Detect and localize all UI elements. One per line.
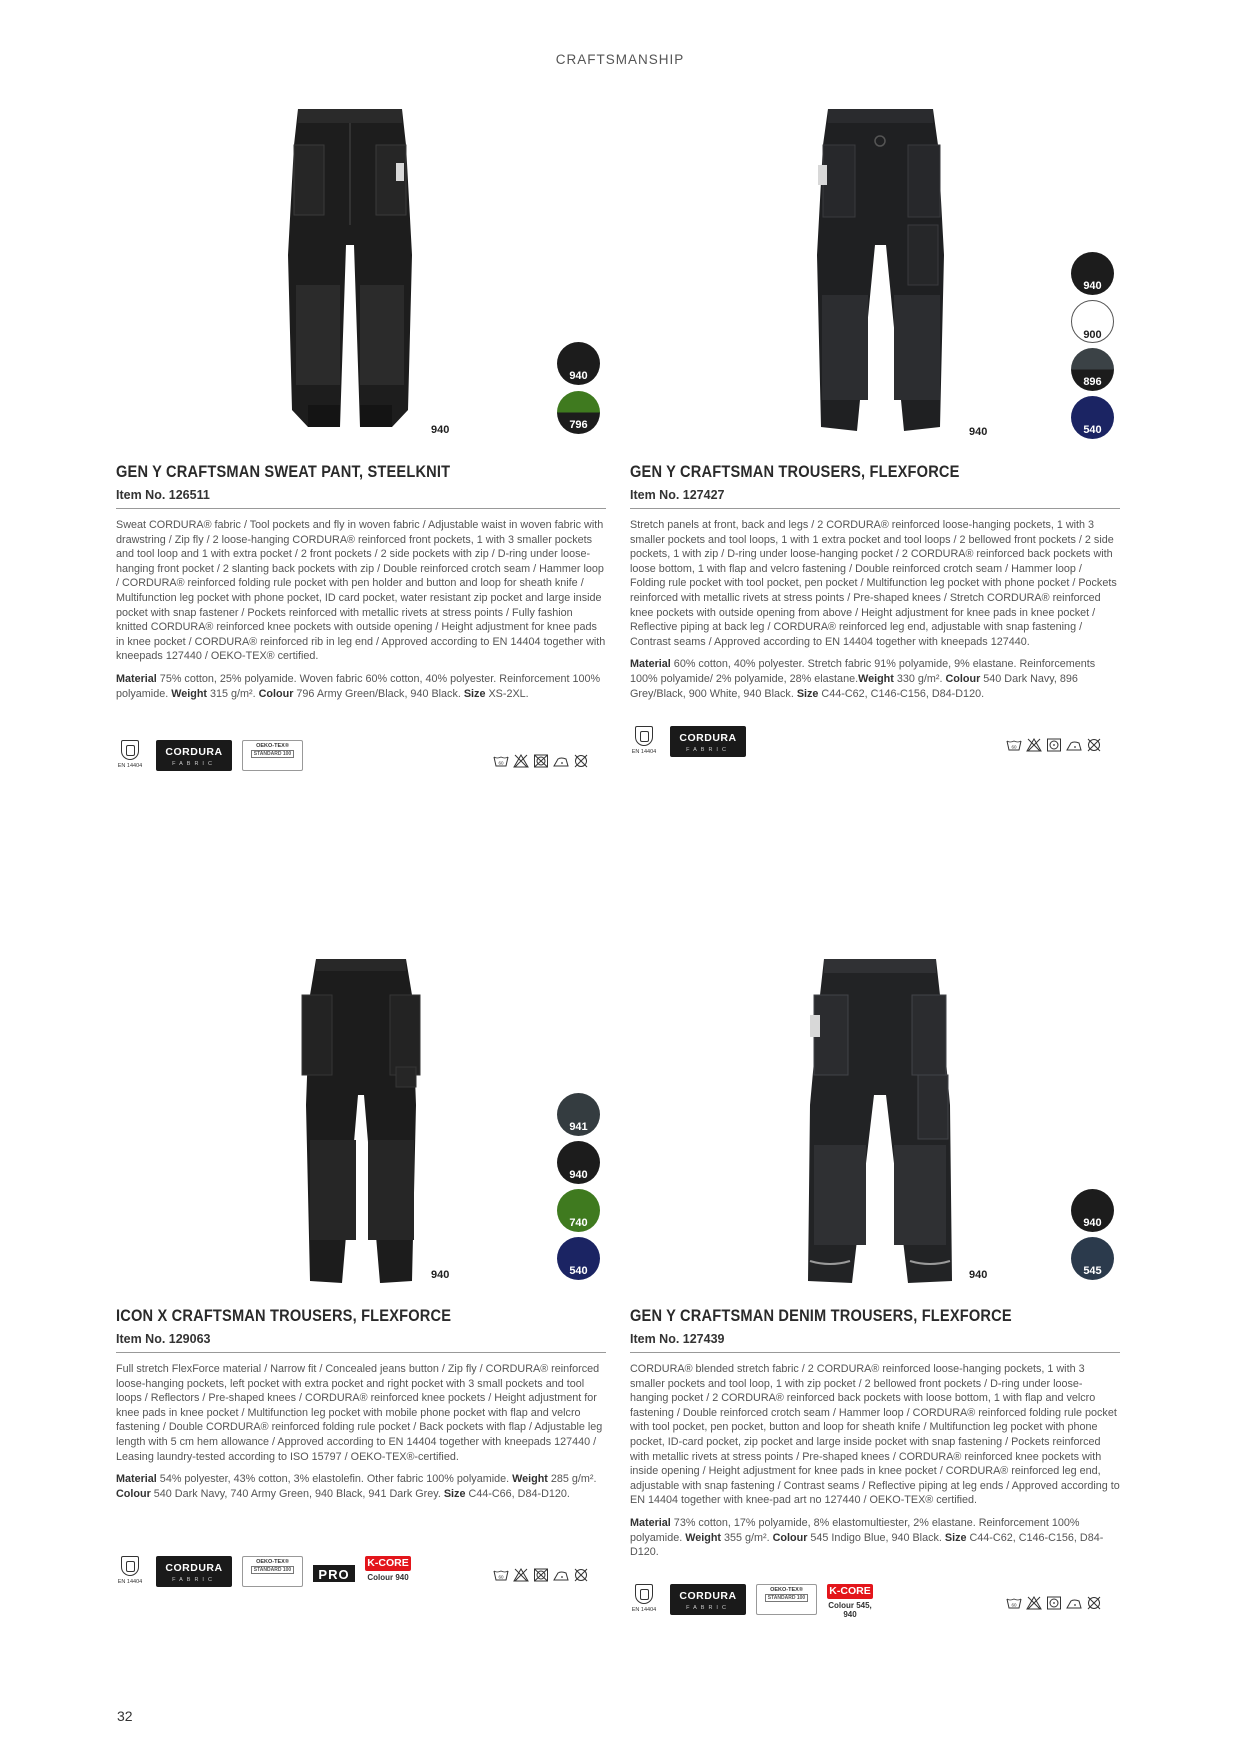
no-dry-clean-icon (573, 1568, 589, 1582)
section-header: CRAFTSMANSHIP (555, 52, 685, 67)
item-number: Item No. 126511 (116, 488, 210, 502)
iron-icon (553, 1568, 569, 1582)
product-title: GEN Y CRAFTSMAN DENIM TROUSERS, FLEXFORCE (630, 1306, 1012, 1325)
page-number: 32 (117, 1708, 133, 1724)
trousers-image (296, 955, 426, 1287)
cordura-logo: CORDURA FABRIC (156, 1556, 232, 1587)
iron-icon (1066, 738, 1082, 752)
product-description: Sweat CORDURA® fabric / Tool pockets and fly in woven fabric / Adjustable waist in woven fabric with drawstring / Zip fly / 2 loose-hanging CORDURA® reinforced front pockets, 1 with 3 smaller pockets and tool loop and 1 with extra pocket / 2 front pockets / 2 side pockets with zip / D-ring under loose-hanging front pocket / 2 slanting back pockets with zip / Double reinforced crotch seam / Hammer loop / CORDURA® reinforced folding rule pocket with pen holder and button and loop for sheath knife / Multifunction leg pocket with phone pocket, ID card pocket, water resistant zip pocket and large inside pocket with snap fastener / Pockets reinforced with metallic rivets at stress points / Fully fashion knitted CORDURA® reinforced knee pockets with outside opening / Height adjustment for knee pads in knee pocket / CORDURA® reinforced rib in leg end / Approved according to EN 14404 together with kneepads 127440 / OEKO-TEX® certified. (116, 519, 606, 663)
no-dry-clean-icon (573, 754, 589, 768)
svg-text:60: 60 (1011, 1602, 1017, 1608)
material-spec: Material 54% polyester, 43% cotton, 3% elastolefin. Other fabric 100% polyamide. Weight 285 g/m². Colour 540 Dark Navy, 740 Army Green, 940 Black, 941 Dark Grey. Size C44-C66, D84-D120. (116, 1473, 597, 1500)
iron-icon (553, 754, 569, 768)
colour-swatch-941[interactable]: 941 (557, 1093, 600, 1136)
svg-text:60: 60 (1011, 744, 1017, 750)
divider (630, 508, 1120, 509)
material-spec: Material 75% cotton, 25% polyamide. Woven fabric 60% cotton, 40% polyester. Reinforcement 100% polyamide. Weight 315 g/m². Colour 796 Army Green/Black, 940 Black. Size XS-2XL. (116, 672, 601, 700)
colour-swatch-540[interactable]: 540 (557, 1237, 600, 1280)
en-14404-badge: EN 14404 (116, 740, 144, 769)
colour-swatch-545[interactable]: 545 (1071, 1237, 1114, 1280)
care-instructions (1006, 1596, 1102, 1610)
certification-badges (630, 1584, 881, 1622)
cordura-logo: CORDURA FABRIC (156, 740, 232, 771)
photo-colour-code: 940 (969, 1269, 988, 1281)
item-number: Item No. 129063 (116, 1332, 211, 1346)
no-bleach-icon (1026, 738, 1042, 752)
svg-text:60: 60 (498, 1574, 504, 1580)
tumble-dry-icon (1046, 738, 1062, 752)
photo-colour-code: 940 (969, 426, 988, 438)
colour-swatch-740[interactable]: 740 (557, 1189, 600, 1232)
certification-badges (116, 740, 313, 778)
colour-swatch-796[interactable]: 796 (557, 391, 600, 434)
divider (116, 1352, 606, 1353)
product-description: Full stretch FlexForce material / Narrow fit / Concealed jeans button / Zip fly / CORDURA® reinforced loose-hanging pockets, left pocket with extra pocket and right pocket with 3 small pockets and tool loops / Reflectors / Pre-shaped knees / CORDURA® reinforced knee pockets / Height adjustment for knee pads in knee pocket / Multifunction leg pocket with mobile phone pocket with flap and velcro fastening / Double CORDURA® reinforced folding rule pocket / Back pockets with flap / Adjustable leg length with 5 cm hem allowance / Approved according to EN 14404 together with kneepads 127440 / Leasing laundry-tested according to ISO 15797 / OEKO-TEX®-certified. (116, 1363, 603, 1463)
certification-badges (116, 1556, 419, 1594)
no-dry-clean-icon (1086, 1596, 1102, 1610)
colour-swatch-900[interactable]: 900 (1071, 300, 1114, 343)
en-14404-badge: EN 14404 (630, 726, 658, 755)
product-title: GEN Y CRAFTSMAN TROUSERS, FLEXFORCE (630, 462, 960, 481)
certification-badges (630, 726, 756, 764)
knee-shield-icon (121, 1556, 139, 1576)
no-tumble-dry-icon (533, 754, 549, 768)
tumble-dry-icon (1046, 1596, 1062, 1610)
colour-swatch-940[interactable]: 940 (557, 342, 600, 385)
divider (630, 1352, 1120, 1353)
product-photo-sweat-pant (280, 105, 420, 435)
knee-shield-icon (635, 726, 653, 746)
en-14404-badge: EN 14404 (630, 1584, 658, 1613)
product-photo-flexforce-trousers (808, 105, 953, 437)
colour-swatch-540[interactable]: 540 (1071, 396, 1114, 439)
k-core-badge: K-CORE Colour 940 (365, 1556, 411, 1582)
material-spec: Material 73% cotton, 17% polyamide, 8% elastomultiester, 2% elastane. Reinforcement 100% polyamide. Weight 355 g/m². Colour 545 Indigo Blue, 940 Black. Size C44-C62, C146-C156, D84-D120. (630, 1516, 1104, 1559)
colour-swatch-940[interactable]: 940 (1071, 252, 1114, 295)
cordura-logo: CORDURA FABRIC (670, 726, 746, 757)
care-instructions (1006, 738, 1102, 752)
care-instructions (493, 754, 589, 768)
care-instructions (493, 1568, 589, 1582)
trousers-image (808, 105, 953, 437)
photo-colour-code: 940 (431, 424, 450, 436)
colour-swatch-896[interactable]: 896 (1071, 348, 1114, 391)
divider (116, 508, 606, 509)
oeko-tex-badge: OEKO-TEX® STANDARD 100 (242, 740, 303, 771)
wash-60-icon (493, 1568, 509, 1582)
wash-60-icon (493, 754, 509, 768)
product-title: ICON X CRAFTSMAN TROUSERS, FLEXFORCE (116, 1306, 452, 1325)
trousers-image (800, 955, 960, 1287)
wash-60-icon (1006, 1596, 1022, 1610)
no-bleach-icon (513, 1568, 529, 1582)
wash-60-icon (1006, 738, 1022, 752)
product-description: Stretch panels at front, back and legs / 2 CORDURA® reinforced loose-hanging pockets, 1 with 3 smaller pockets and tool loops, 1 with 1 extra pocket and tool loops / 2 bellowed front pockets / 2 side pockets, 1 with zip / D-ring under loose-hanging pocket / 2 CORDURA® reinforced back pockets with loose bottom, 1 with flap and velcro fastening / Double reinforced crotch seam / Hammer loop / Folding rule pocket with tool pocket, pen pocket / Multifunction leg pocket with phone pocket / Pockets reinforced with metallic rivets at stress points / Pre-shaped knees / Stretch CORDURA® reinforced knee pockets with outside opening from above / Height adjustment for knee pads in knee pocket / Reflective piping at back leg / CORDURA® reinforced leg end, adjustable with snap fastening / Contrast seams / Approved according to EN 14404 together with kneepads 127440. (630, 519, 1117, 648)
no-bleach-icon (1026, 1596, 1042, 1610)
knee-shield-icon (121, 740, 139, 760)
item-number: Item No. 127427 (630, 488, 725, 502)
en-14404-badge: EN 14404 (116, 1556, 144, 1585)
no-bleach-icon (513, 754, 529, 768)
svg-text:60: 60 (498, 760, 504, 766)
trousers-image (280, 105, 420, 435)
product-title: GEN Y CRAFTSMAN SWEAT PANT, STEELKNIT (116, 462, 451, 481)
cordura-logo: CORDURA FABRIC (670, 1584, 746, 1615)
oeko-tex-badge: OEKO-TEX® STANDARD 100 (242, 1556, 303, 1587)
colour-swatch-940[interactable]: 940 (557, 1141, 600, 1184)
product-photo-icon-x-trousers (296, 955, 426, 1287)
k-core-badge: K-CORE Colour 545, 940 (828, 1585, 872, 1619)
no-dry-clean-icon (1086, 738, 1102, 752)
oeko-tex-badge: OEKO-TEX® STANDARD 100 (756, 1584, 817, 1615)
photo-colour-code: 940 (431, 1269, 450, 1281)
item-number: Item No. 127439 (630, 1332, 725, 1346)
no-tumble-dry-icon (533, 1568, 549, 1582)
product-description: CORDURA® blended stretch fabric / 2 CORDURA® reinforced loose-hanging pockets, 1 with 3 smaller pockets and tool loop, 1 with zip pocket / 2 bellowed front pockets / D-ring under loose-hanging pocket / 2 CORDURA® reinforced back pockets with loose bottom, 1 with flap and velcro fastening / Double reinforced crotch seam / Hammer loop / CORDURA® reinforced folding rule pocket with tool pocket, pen pocket, button and loop for sheath knife / Multifunction leg pocket with phone pocket, ID-card pocket, zip pocket and large inside pocket with snap fastening / Pockets reinforced with metallic rivets at stress points / Pre-shaped knees / CORDURA® reinforced knee pockets with inside opening / Height adjustment for knee pads in knee pocket / CORDURA® reinforced leg end, adjustable with snap fastening / Contrast seams / Reflective piping at leg ends / Approved according to EN 14404 together with knee-pad art no 127440 / OEKO-TEX® certified. (630, 1363, 1120, 1507)
colour-swatch-940[interactable]: 940 (1071, 1189, 1114, 1232)
product-photo-denim-trousers (800, 955, 960, 1287)
pro-badge: PRO (313, 1565, 355, 1582)
iron-icon (1066, 1596, 1082, 1610)
knee-shield-icon (635, 1584, 653, 1604)
material-spec: Material 60% cotton, 40% polyester. Stretch fabric 91% polyamide, 9% elastane. Reinforcements 100% polyamide/ 2% polyamide, 28% elastane.Weight 330 g/m². Colour 540 Dark Navy, 896 Grey/Black, 900 White, 940 Black. Size C44-C62, C146-C156, D84-D120. (630, 658, 1096, 700)
